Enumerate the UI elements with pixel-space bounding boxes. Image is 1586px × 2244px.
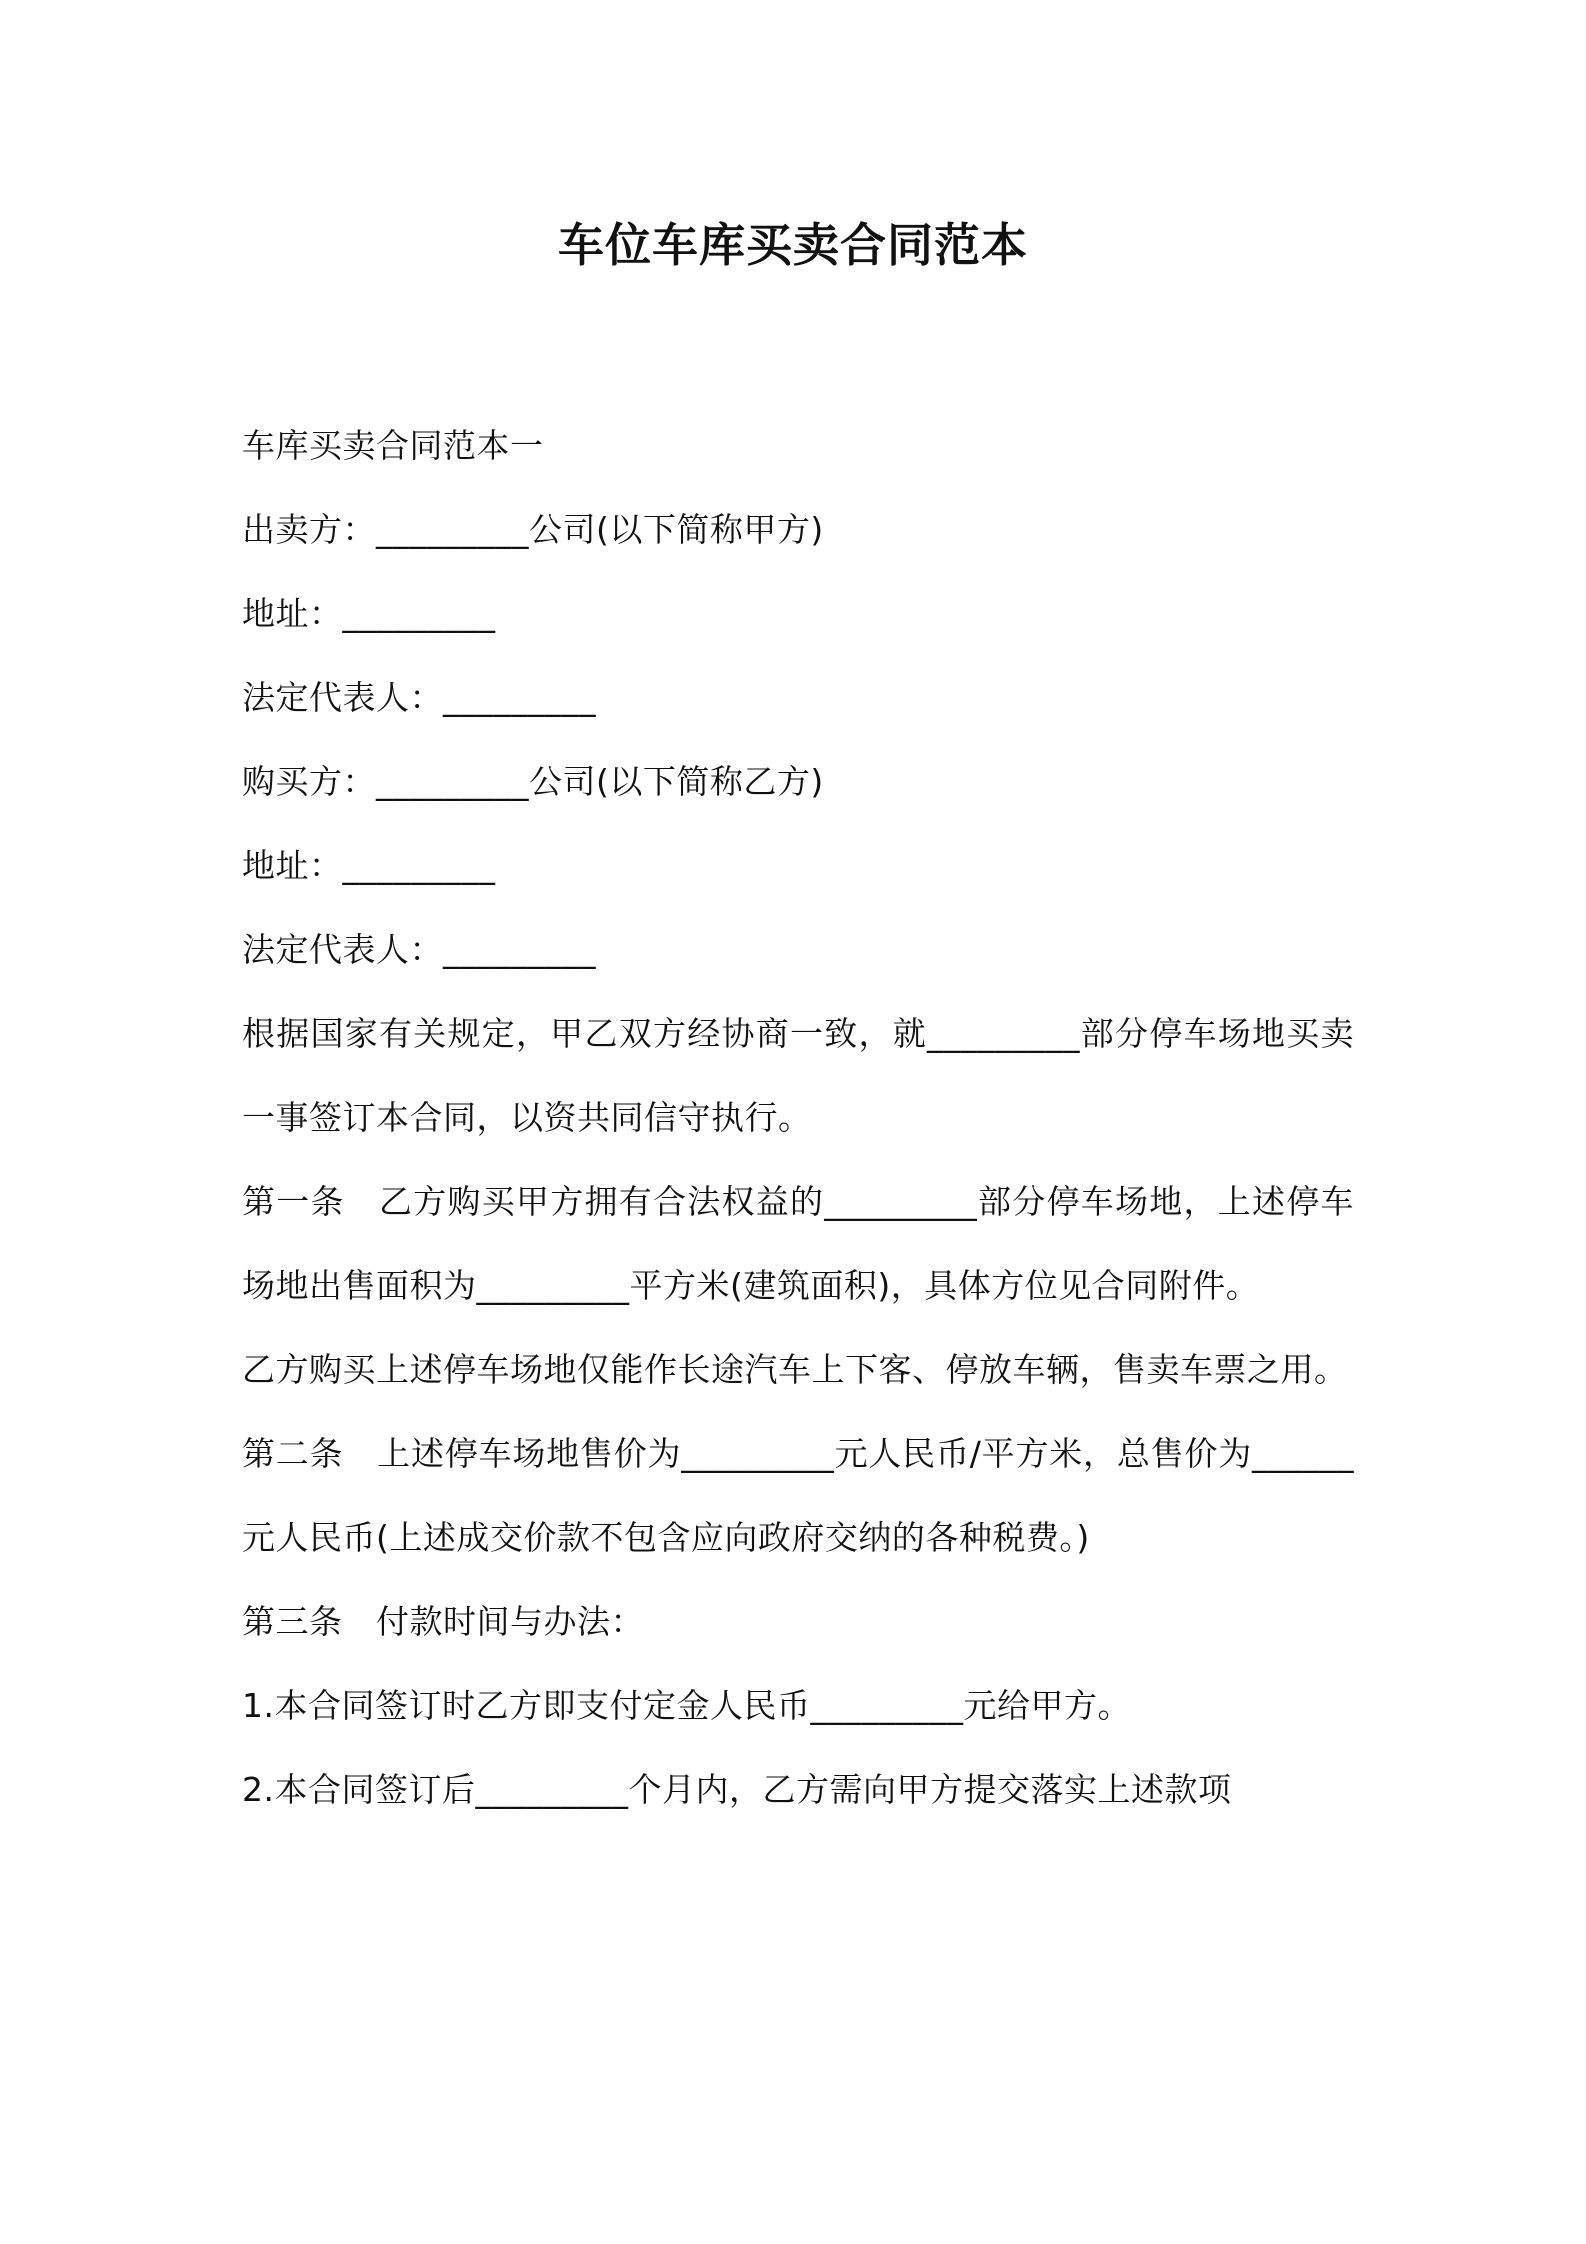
payment-item-one: 1.本合同签订时乙方即支付定金人民币_________元给甲方。 [242,1686,1131,1725]
document-title: 车位车库买卖合同范本 [558,218,1028,272]
seller-representative-line: 法定代表人：_________ [242,678,596,717]
buyer-address-line: 地址：_________ [242,846,496,885]
article-three-heading: 第三条 付款时间与办法： [242,1602,644,1641]
article-one-paragraph: 第一条 乙方购买甲方拥有合法权益的_________部分停车场地，上述停车场地出售面积为_________平方米(建筑面积)，具体方位见合同附件。 [242,1182,1354,1305]
payment-item-two: 2.本合同签订后_________个月内，乙方需向甲方提交落实上述款项 [242,1770,1232,1809]
buyer-line: 购买方：_________公司(以下简称乙方) [242,762,824,801]
seller-line: 出卖方：_________公司(以下简称甲方) [242,510,824,549]
buyer-representative-line: 法定代表人：_________ [242,930,596,969]
preamble-paragraph: 根据国家有关规定，甲乙双方经协商一致，就_________部分停车场地买卖一事签订本合同，以资共同信守执行。 [242,1014,1354,1137]
document-body [242,404,1354,1832]
section-heading: 车库买卖合同范本一 [242,426,544,465]
seller-address-line: 地址：_________ [242,594,496,633]
usage-paragraph: 乙方购买上述停车场地仅能作长途汽车上下客、停放车辆，售卖车票之用。 [242,1350,1348,1389]
article-two-paragraph: 第二条 上述停车场地售价为_________元人民币/平方米，总售价为______元人民币(上述成交价款不包含应向政府交纳的各种税费。) [242,1434,1354,1557]
